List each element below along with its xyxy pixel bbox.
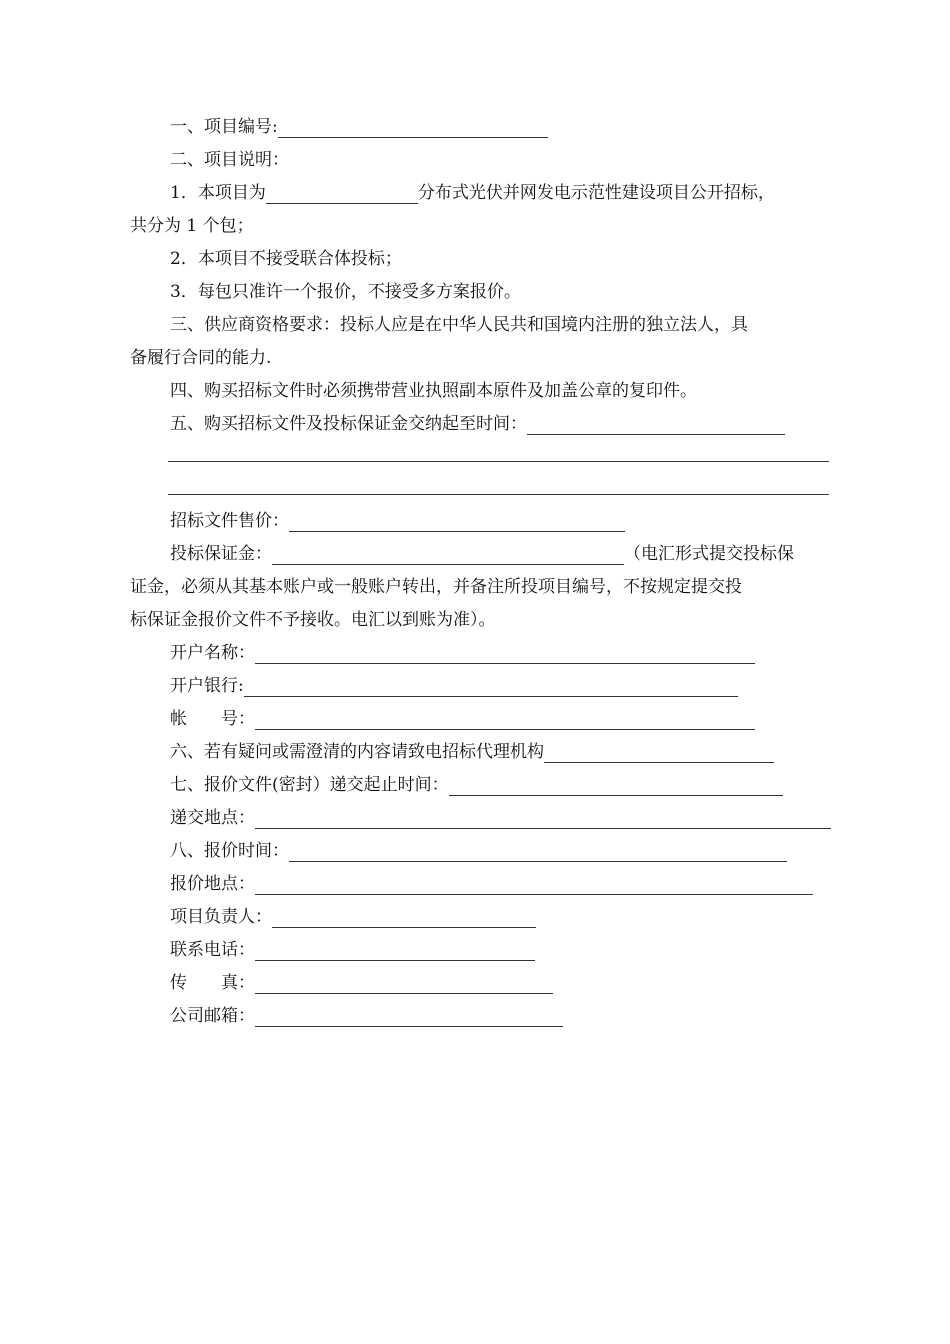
item-3: 3．每包只准许一个报价，不接受多方案报价。 — [170, 282, 521, 302]
project-number-line — [170, 116, 548, 138]
item-1-line — [170, 182, 775, 204]
deposit-note-part-1: （电汇形式提交投标保 — [624, 544, 794, 564]
document-price-blank[interactable] — [289, 513, 625, 532]
agency-contact-blank[interactable] — [544, 744, 774, 763]
purchase-time-blank-line-3[interactable] — [168, 494, 829, 495]
project-manager-blank[interactable] — [272, 909, 536, 928]
fax-line — [170, 972, 553, 994]
item-1-suffix: 分布式光伏并网发电示范性建设项目公开招标， — [417, 183, 775, 203]
submission-place-blank[interactable] — [255, 810, 831, 829]
company-email-blank[interactable] — [255, 1008, 563, 1027]
deposit-note-part-3: 标保证金报价文件不予接收。电汇以到账为准）。 — [130, 610, 496, 630]
document-price-label: 招标文件售价： — [170, 511, 289, 531]
item-2: 2．本项目不接受联合体投标； — [170, 249, 402, 269]
submission-place-line — [170, 807, 831, 829]
supplier-qualification-line-2: 备履行合同的能力. — [130, 348, 272, 368]
submission-place-label: 递交地点： — [170, 808, 255, 828]
submission-time-blank[interactable] — [449, 777, 783, 796]
account-number-blank[interactable] — [255, 711, 755, 730]
bank-line — [170, 675, 738, 697]
purchase-time-blank[interactable] — [527, 416, 785, 435]
bank-label: 开户银行: — [170, 676, 244, 696]
project-manager-label: 项目负责人： — [170, 907, 272, 927]
project-manager-line — [170, 906, 536, 928]
item-1-continuation: 共分为 1 个包； — [130, 216, 254, 236]
inquiry-line — [170, 741, 774, 763]
fax-label: 传 真： — [170, 973, 255, 993]
quotation-time-label: 八、报价时间： — [170, 841, 289, 861]
inquiry-label: 六、若有疑问或需澄清的内容请致电招标代理机构 — [170, 742, 544, 762]
account-name-line — [170, 642, 755, 664]
supplier-qualification-line-1: 三、供应商资格要求：投标人应是在中华人民共和国境内注册的独立法人，具 — [170, 315, 748, 335]
quotation-time-line — [170, 840, 787, 862]
fax-blank[interactable] — [255, 975, 553, 994]
purchase-time-label: 五、购买招标文件及投标保证金交纳起至时间： — [170, 414, 527, 434]
project-number-label: 一、项目编号: — [170, 117, 278, 137]
deposit-note-part-2: 证金，必须从其基本账户或一般账户转出，并备注所投项目编号，不按规定提交投 — [130, 577, 742, 597]
quotation-time-blank[interactable] — [289, 843, 787, 862]
project-name-blank[interactable] — [266, 185, 418, 204]
purchase-time-line — [170, 413, 785, 435]
account-number-label: 帐 号： — [170, 709, 255, 729]
company-email-label: 公司邮箱： — [170, 1006, 255, 1026]
quotation-place-line — [170, 873, 813, 895]
project-number-blank[interactable] — [278, 119, 548, 138]
account-number-line — [170, 708, 755, 730]
deposit-blank[interactable] — [272, 546, 624, 565]
purchase-time-blank-line-2[interactable] — [168, 461, 829, 462]
purchase-requirement: 四、购买招标文件时必须携带营业执照副本原件及加盖公章的复印件。 — [170, 381, 697, 401]
deposit-label: 投标保证金： — [170, 544, 272, 564]
contact-phone-line — [170, 939, 535, 961]
quotation-place-blank[interactable] — [255, 876, 813, 895]
company-email-line — [170, 1005, 563, 1027]
item-1-prefix: 1．本项目为 — [170, 183, 266, 203]
contact-phone-label: 联系电话： — [170, 940, 255, 960]
quotation-place-label: 报价地点： — [170, 874, 255, 894]
project-description-heading: 二、项目说明： — [170, 150, 289, 170]
deposit-line — [170, 543, 794, 565]
submission-time-label: 七、报价文件(密封）递交起止时间： — [170, 775, 449, 795]
submission-time-line — [170, 774, 783, 796]
bank-blank[interactable] — [244, 678, 738, 697]
contact-phone-blank[interactable] — [255, 942, 535, 961]
document-price-line — [170, 510, 625, 532]
account-name-label: 开户名称： — [170, 643, 255, 663]
account-name-blank[interactable] — [255, 645, 755, 664]
